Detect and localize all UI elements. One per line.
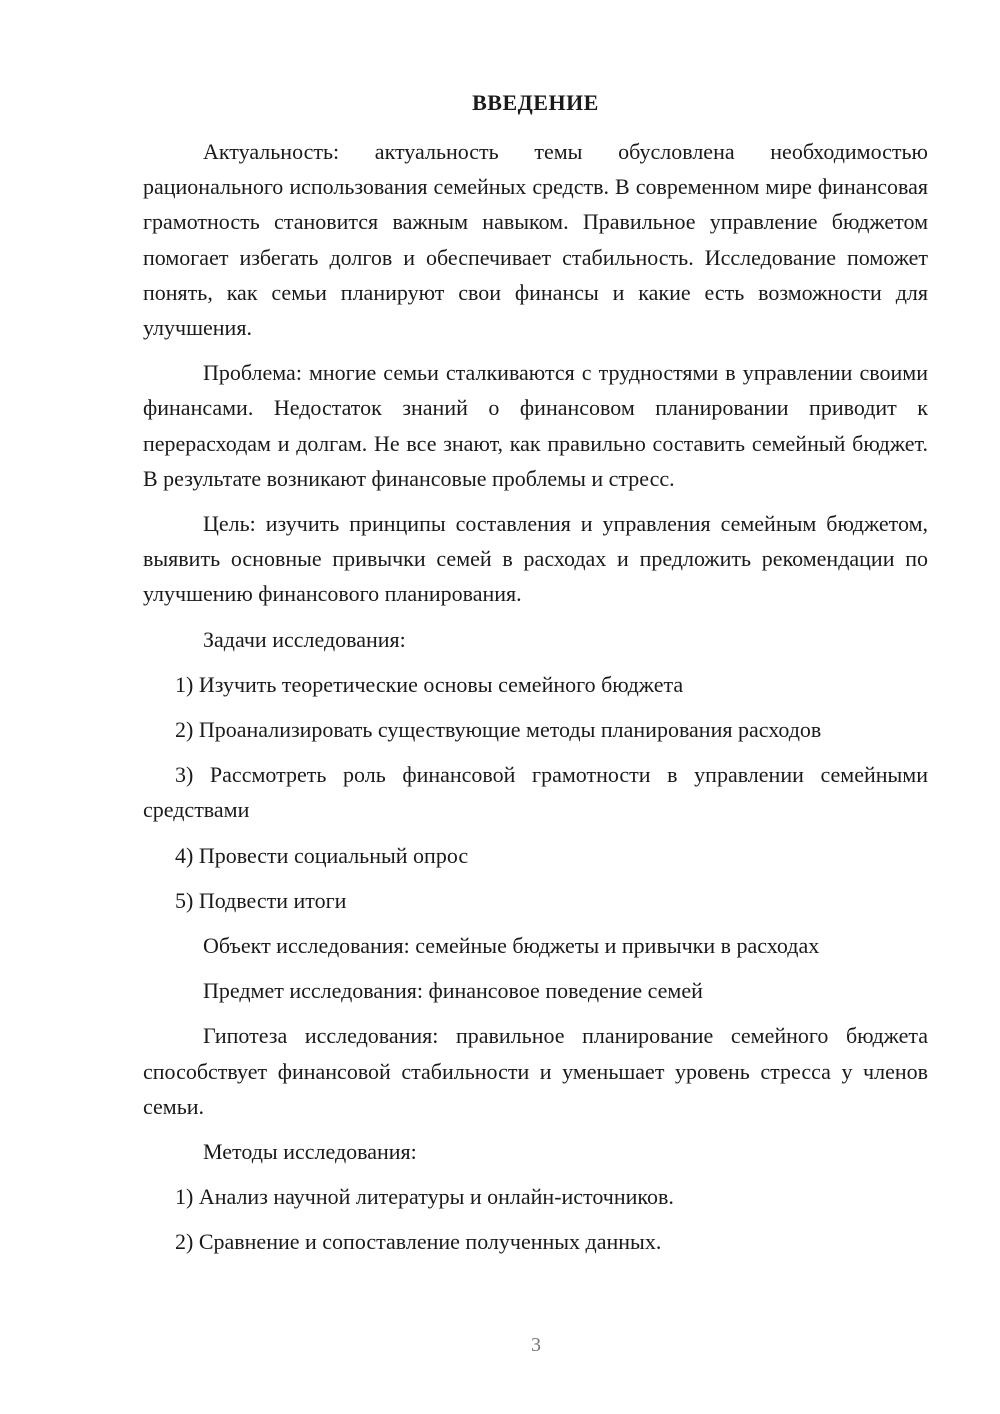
- tasks-heading: Задачи исследования:: [203, 626, 406, 652]
- task-item: 5) Подвести итоги: [175, 887, 347, 913]
- methods-heading: Методы исследования:: [203, 1139, 417, 1165]
- method-item: 1) Анализ научной литературы и онлайн-источников.: [175, 1184, 674, 1210]
- task-item: 4) Провести социальный опрос: [175, 842, 469, 868]
- task-item: 2) Проанализировать существующие методы планирования расходов: [175, 717, 822, 743]
- hypothesis-paragraph: Гипотеза исследования: правильное планирование семейного бюджета способствует финансовой стабильности и уменьшает уровень стресса у членов семьи.: [143, 1023, 928, 1119]
- object-paragraph: Объект исследования: семейные бюджеты и привычки в расходах: [203, 933, 820, 959]
- problem-paragraph: Проблема: многие семьи сталкиваются с трудностями в управлении своими финансами. Недостаток знаний о финансовом планировании приводит к перерасходам и долгам. Не все знают, как правильно составить семейный бюджет. В результате возникают финансовые проблемы и стресс.: [143, 360, 928, 491]
- page-number: 3: [531, 1334, 541, 1356]
- subject-paragraph: Предмет исследования: финансовое поведение семей: [203, 978, 703, 1004]
- task-item: 3) Рассмотреть роль финансовой грамотности в управлении семейными средствами: [143, 762, 928, 823]
- page-content: [143, 90, 928, 1270]
- section-title: ВВЕДЕНИЕ: [472, 90, 599, 115]
- method-item: 2) Сравнение и сопоставление полученных данных.: [175, 1229, 662, 1255]
- goal-paragraph: Цель: изучить принципы составления и управления семейным бюджетом, выявить основные привычки семей в расходах и предложить рекомендации по улучшению финансового планирования.: [143, 511, 928, 607]
- task-item: 1) Изучить теоретические основы семейного бюджета: [175, 671, 684, 697]
- relevance-paragraph: Актуальность: актуальность темы обусловлена необходимостью рационального использования семейных средств. В современном мире финансовая грамотность становится важным навыком. Правильное управление бюджетом помогает избегать долгов и обеспечивает стабильность. Исследование поможет понять, как семьи планируют свои финансы и какие есть возможности для улучшения.: [143, 139, 928, 341]
